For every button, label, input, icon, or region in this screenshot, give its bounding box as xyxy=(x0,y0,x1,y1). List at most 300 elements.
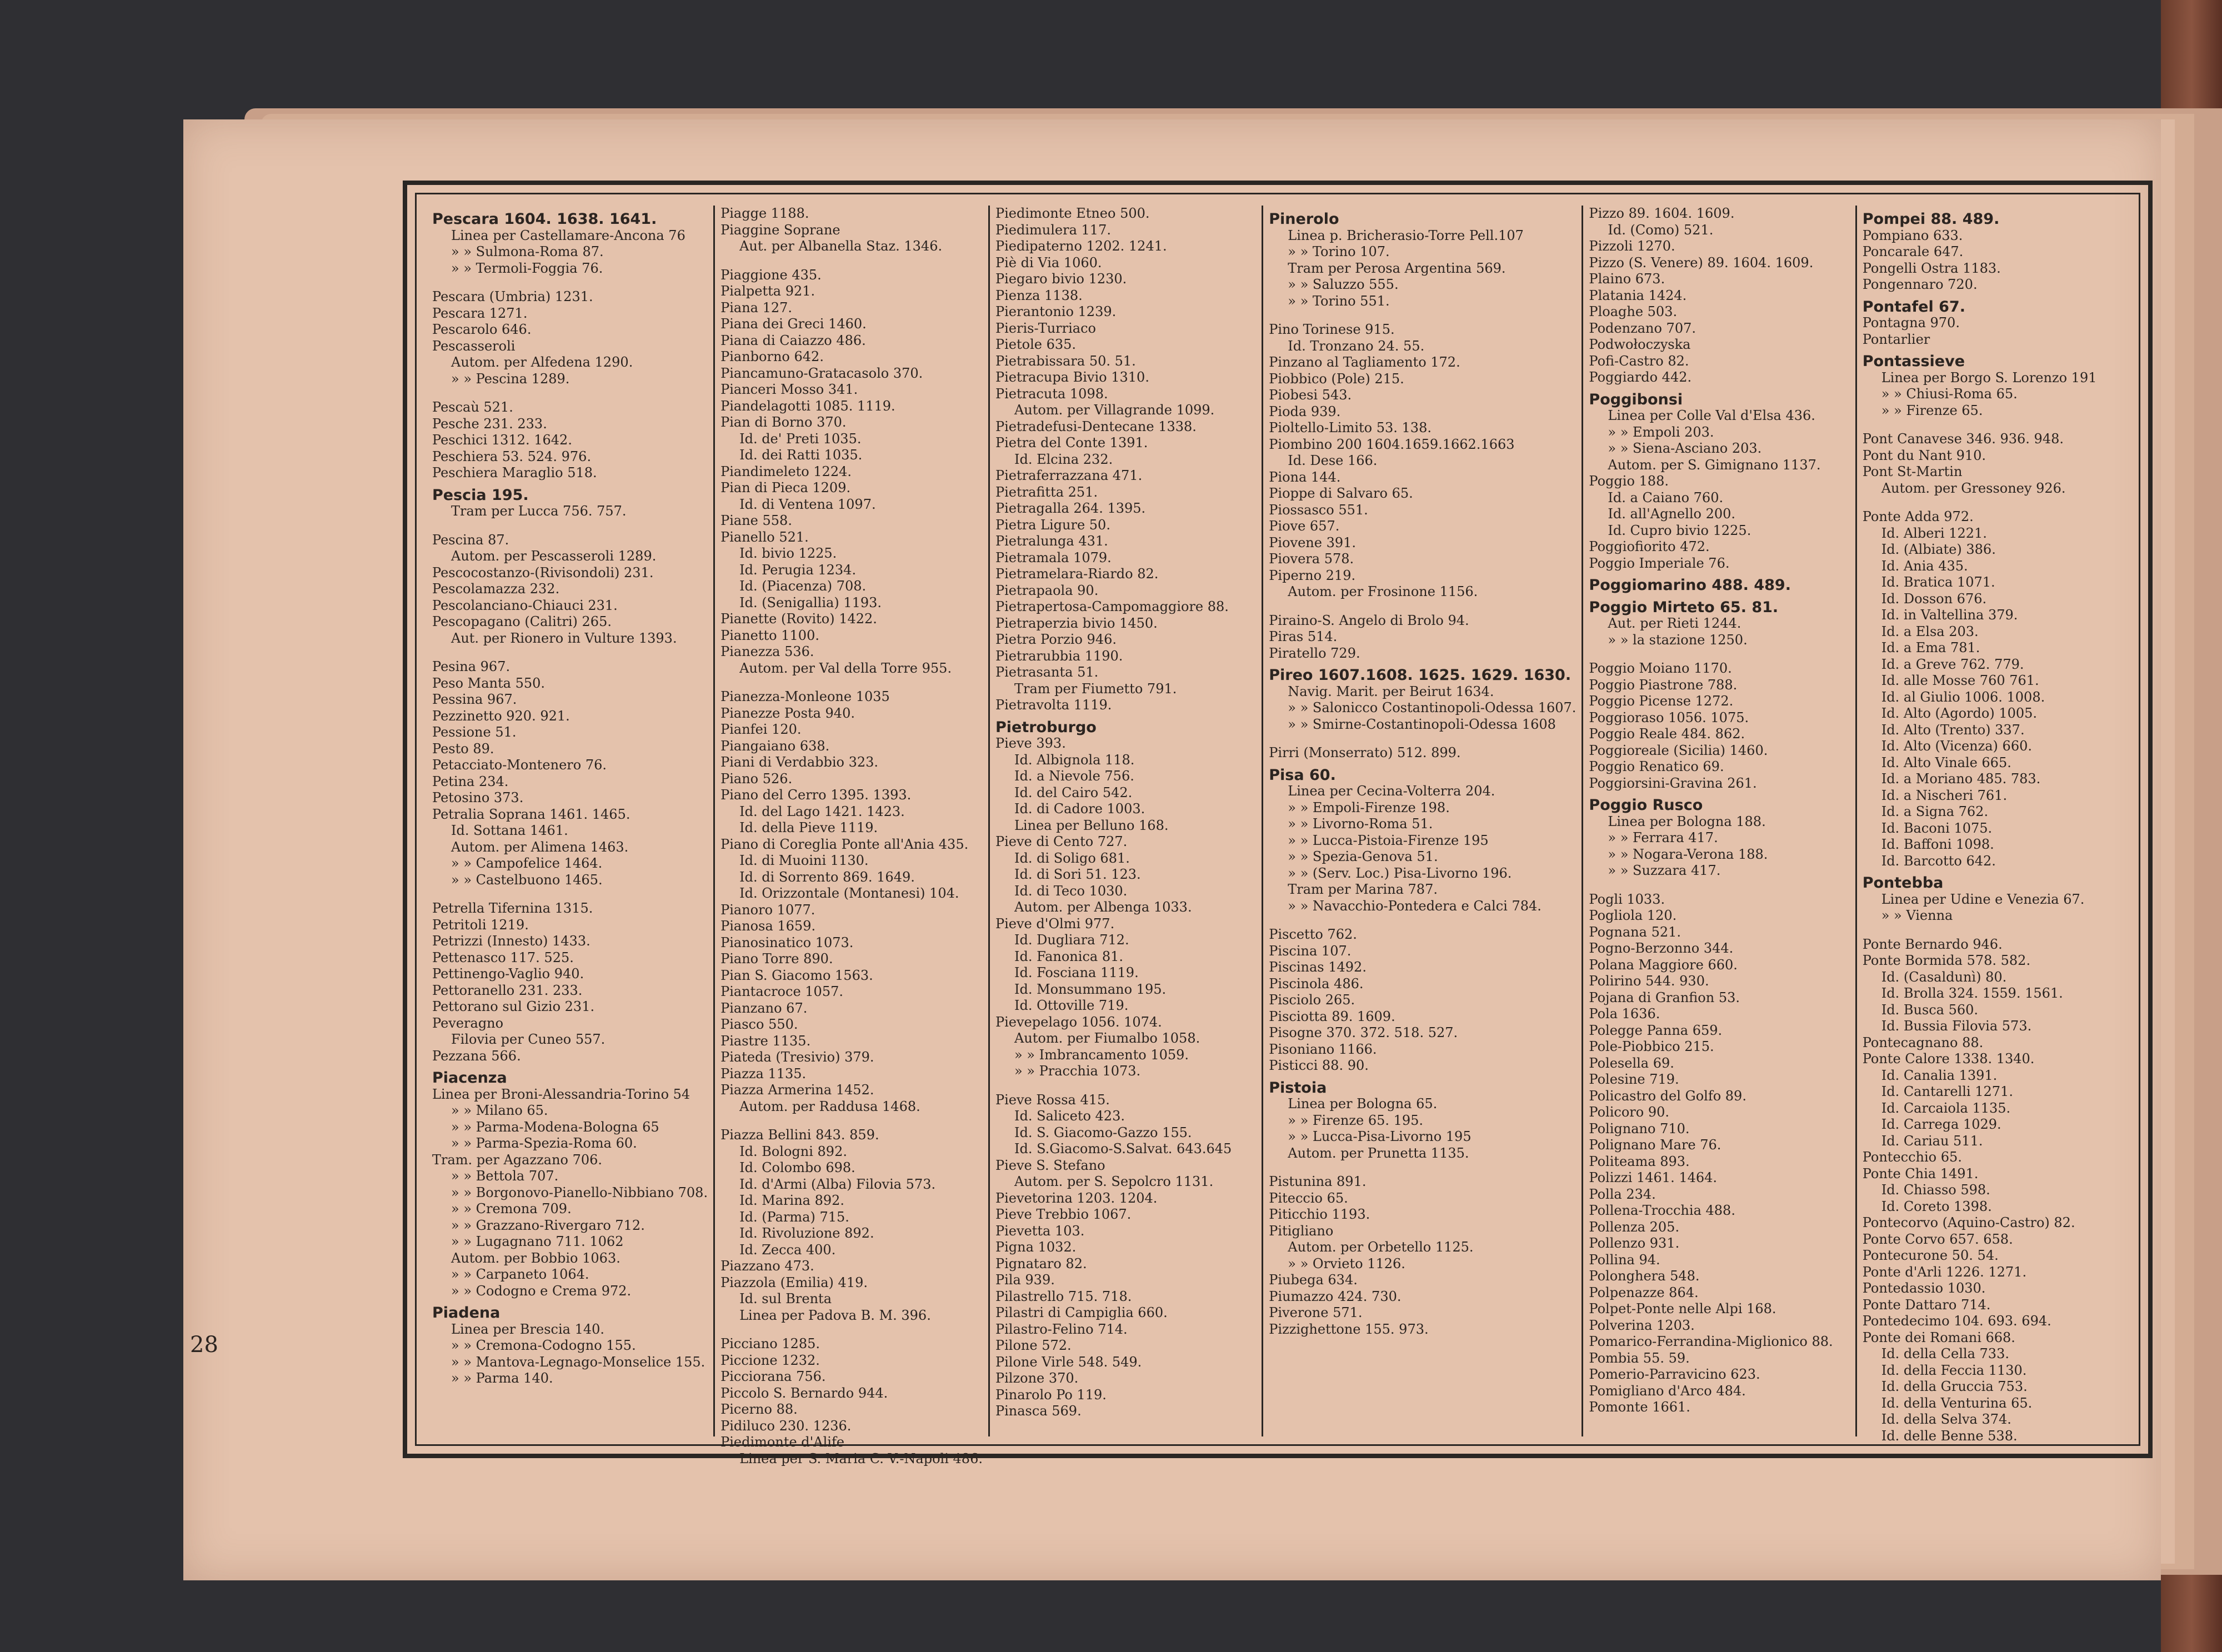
index-entry: Ponte Chia 1491. xyxy=(1862,1165,1979,1182)
index-entry: Autom. per Prunetta 1135. xyxy=(1288,1145,1469,1161)
index-entry: Polverina 1203. xyxy=(1589,1317,1695,1333)
index-entry: Ponte Calore 1338. 1340. xyxy=(1862,1051,2035,1067)
index-entry: » » Parma-Spezia-Roma 60. xyxy=(451,1135,637,1151)
index-entry: Piancamuno-Gratacasolo 370. xyxy=(720,365,923,381)
index-entry: Id. al Giulio 1006. 1008. xyxy=(1881,689,2045,705)
index-entry: Peschiera 53. 524. 976. xyxy=(432,448,592,464)
index-entry: Petosino 373. xyxy=(432,790,524,805)
index-entry: Pietrafitta 251. xyxy=(995,484,1098,500)
book-page xyxy=(183,119,2161,1580)
index-heading: Pontafel 67. xyxy=(1862,298,1965,316)
index-entry: Id. a Elsa 203. xyxy=(1881,623,1979,639)
index-entry: Ponte Bormida 578. 582. xyxy=(1862,953,2031,968)
index-entry: » » Firenze 65. xyxy=(1881,402,1983,418)
index-entry: Id. Albignola 118. xyxy=(1014,752,1135,768)
index-entry: Piandimeleto 1224. xyxy=(720,463,852,479)
index-entry: Pietraperzia bivio 1450. xyxy=(995,615,1158,631)
index-entry: Pianetto 1100. xyxy=(720,627,819,643)
index-entry: Pescara (Umbria) 1231. xyxy=(432,289,593,304)
index-entry: Pomerio-Parravicino 623. xyxy=(1589,1366,1760,1382)
index-entry: Id. Baffoni 1098. xyxy=(1881,837,1994,852)
index-entry: Piscina 107. xyxy=(1269,943,1352,959)
index-entry: Piove 657. xyxy=(1269,518,1340,534)
index-entry: Pianceri Mosso 341. xyxy=(720,382,858,397)
index-entry: Polesine 719. xyxy=(1589,1072,1679,1087)
index-entry: Pompiano 633. xyxy=(1862,227,1963,243)
index-entry: Autom. per Alimena 1463. xyxy=(451,839,629,855)
index-entry: Pilzone 370. xyxy=(995,1370,1079,1386)
index-entry: Polonghera 548. xyxy=(1589,1268,1700,1284)
index-entry: Peveragno xyxy=(432,1015,504,1031)
index-entry: Id. de' Preti 1035. xyxy=(739,430,862,447)
index-entry: Picciorana 756. xyxy=(720,1369,826,1384)
index-entry: Piratello 729. xyxy=(1269,645,1360,661)
index-entry: Pietracuta 1098. xyxy=(995,386,1108,402)
index-entry: Id. della Pieve 1119. xyxy=(739,820,878,835)
index-entry: Pomonte 1661. xyxy=(1589,1399,1690,1415)
index-entry: Pietra del Conte 1391. xyxy=(995,435,1148,450)
index-entry: Petralia Soprana 1461. 1465. xyxy=(432,806,630,822)
index-entry: Pollina 94. xyxy=(1589,1251,1660,1268)
index-entry: Pongennaro 720. xyxy=(1862,277,1978,292)
index-heading: Pompei 88. 489. xyxy=(1862,211,2000,228)
index-entry: Id. a Nievole 756. xyxy=(1014,768,1134,784)
index-entry: Pinzano al Tagliamento 172. xyxy=(1269,354,1460,370)
index-entry: Pietole 635. xyxy=(995,337,1077,352)
index-entry: Pizzo 89. 1604. 1609. xyxy=(1589,206,1735,221)
index-entry: Piateda (Tresivio) 379. xyxy=(720,1049,874,1065)
index-entry: Pietragalla 264. 1395. xyxy=(995,500,1146,516)
index-entry: Id. Fosciana 1119. xyxy=(1014,965,1139,980)
index-heading: Pescara 1604. 1638. 1641. xyxy=(432,211,657,228)
index-entry: Id. a Moriano 485. 783. xyxy=(1881,771,2041,787)
index-entry: Id. Alto (Agordo) 1005. xyxy=(1881,705,2038,721)
index-entry: Id. Cupro bivio 1225. xyxy=(1608,522,1751,538)
index-entry: Podenzano 707. xyxy=(1589,320,1696,336)
index-entry: » » Saluzzo 555. xyxy=(1288,277,1399,292)
index-entry: Pontecagnano 88. xyxy=(1862,1034,1984,1050)
index-entry: Piazza Bellini 843. 859. xyxy=(720,1127,879,1143)
index-frame xyxy=(403,181,2153,1466)
index-entry: Pizzo (S. Venere) 89. 1604. 1609. xyxy=(1589,254,1814,271)
index-entry: Pievetta 103. xyxy=(995,1223,1085,1239)
index-entry: Pian di Pieca 1209. xyxy=(720,480,851,495)
index-entry: Piastre 1135. xyxy=(720,1033,811,1049)
index-entry: Id. (Piacenza) 708. xyxy=(739,578,867,594)
index-heading: Pisa 60. xyxy=(1269,766,1336,784)
index-entry: » » Livorno-Roma 51. xyxy=(1288,816,1433,832)
index-entry: Pontecorvo (Aquino-Castro) 82. xyxy=(1862,1215,2075,1230)
index-entry: Pianzano 67. xyxy=(720,1000,808,1016)
index-entry: Polpet-Ponte nelle Alpi 168. xyxy=(1589,1301,1776,1316)
index-entry: » » Codogno e Crema 972. xyxy=(451,1283,632,1299)
index-heading: Poggio Mirteto 65. 81. xyxy=(1589,598,1779,616)
index-entry: Pezzinetto 920. 921. xyxy=(432,708,570,724)
index-entry: Piraino-S. Angelo di Brolo 94. xyxy=(1269,612,1469,628)
index-entry: Piano Torre 890. xyxy=(720,951,833,967)
index-entry: Piazza Armerina 1452. xyxy=(720,1082,874,1098)
index-entry: Pontecchio 65. xyxy=(1862,1149,1962,1165)
index-entry: Pianette (Rovito) 1422. xyxy=(720,611,877,627)
index-entry: Poggio 188. xyxy=(1589,473,1669,489)
index-entry: Autom. per S. Sepolcro 1131. xyxy=(1014,1174,1214,1189)
index-entry: Pirri (Monserrato) 512. 899. xyxy=(1269,745,1461,760)
index-entry: Pombia 55. 59. xyxy=(1589,1350,1690,1366)
index-entry: Id. bivio 1225. xyxy=(739,545,837,561)
index-entry: Pietrapertosa-Campomaggiore 88. xyxy=(995,599,1229,614)
index-entry: Id. delle Benne 538. xyxy=(1881,1428,2018,1444)
index-entry: Piaggione 435. xyxy=(720,267,822,283)
index-entry: Ponte Dattaro 714. xyxy=(1862,1296,1991,1313)
index-entry: Id. dei Ratti 1035. xyxy=(739,447,863,463)
index-entry: Autom. per S. Gimignano 1137. xyxy=(1608,457,1821,473)
index-entry: Piana dei Greci 1460. xyxy=(720,316,867,332)
index-entry: Pomigliano d'Arco 484. xyxy=(1589,1383,1746,1399)
index-entry: Pontedecimo 104. 693. 694. xyxy=(1862,1313,2051,1329)
index-entry: » » Orvieto 1126. xyxy=(1288,1255,1405,1271)
index-entry: Pietralunga 431. xyxy=(995,533,1108,549)
index-entry: Linea per Bologna 65. xyxy=(1288,1096,1438,1112)
index-entry: Autom. per Frosinone 1156. xyxy=(1288,584,1478,599)
index-entry: Polignano Mare 76. xyxy=(1589,1137,1721,1153)
index-entry: Autom. per Raddusa 1468. xyxy=(739,1098,920,1114)
index-entry: Tram per Lucca 756. 757. xyxy=(451,503,627,519)
index-entry: » » Empoli-Firenze 198. xyxy=(1288,799,1450,815)
index-entry: Aut. per Albanella Staz. 1346. xyxy=(739,238,943,254)
index-entry: » » Smirne-Costantinopoli-Odessa 1608 xyxy=(1288,716,1556,732)
index-entry: Piombino 200 1604.1659.1662.1663 xyxy=(1269,436,1515,452)
index-entry: Pescara 1271. xyxy=(432,305,528,321)
index-entry: » » Pescina 1289. xyxy=(451,371,570,387)
index-entry: Pieve S. Stefano xyxy=(995,1157,1105,1173)
index-entry: Pontarlier xyxy=(1862,331,1930,347)
index-entry: Pisogne 370. 372. 518. 527. xyxy=(1269,1025,1458,1040)
index-entry: Pollenzo 931. xyxy=(1589,1235,1680,1251)
index-entry: » » Lucca-Pistoia-Firenze 195 xyxy=(1288,832,1489,848)
index-entry: » » Campofelice 1464. xyxy=(451,855,603,871)
index-entry: Id. Ania 435. xyxy=(1881,558,1968,574)
index-column-3 xyxy=(988,206,1262,1436)
index-entry: Pont du Nant 910. xyxy=(1862,447,1986,463)
index-entry: Pofi-Castro 82. xyxy=(1589,353,1689,369)
index-entry: Id. Tronzano 24. 55. xyxy=(1288,338,1425,354)
index-entry: Id. di Teco 1030. xyxy=(1014,883,1128,899)
index-entry: Poggiardo 442. xyxy=(1589,369,1692,385)
index-column-1 xyxy=(427,206,713,1436)
index-column-5 xyxy=(1582,206,1855,1436)
index-entry: » » Sulmona-Roma 87. xyxy=(451,244,604,259)
index-entry: Piano del Cerro 1395. 1393. xyxy=(720,787,912,803)
index-entry: » » Parma-Modena-Bologna 65 xyxy=(451,1119,659,1135)
index-entry: » » Termoli-Foggia 76. xyxy=(451,260,603,276)
index-entry: Piedimonte Etneo 500. xyxy=(995,206,1150,221)
index-entry: Pino Torinese 915. xyxy=(1269,322,1395,337)
index-entry: Pettorano sul Gizio 231. xyxy=(432,999,595,1014)
index-entry: Id. Baconi 1075. xyxy=(1881,820,1993,836)
index-entry: Id. Bussia Filovia 573. xyxy=(1881,1018,2032,1034)
index-entry: Pieve Rossa 415. xyxy=(995,1092,1110,1108)
index-entry: » » Salonicco Costantinopoli-Odessa 1607. xyxy=(1288,700,1577,715)
index-entry: Id. del Cairo 542. xyxy=(1014,784,1133,800)
index-heading: Pistoia xyxy=(1269,1079,1327,1097)
index-entry: Ponte d'Arli 1226. 1271. xyxy=(1862,1264,2027,1280)
index-entry: Pomarico-Ferrandina-Miglionico 88. xyxy=(1589,1334,1833,1349)
index-entry: Id. di Soligo 681. xyxy=(1014,850,1130,866)
index-entry: Aut. per Rionero in Vulture 1393. xyxy=(451,630,677,646)
index-entry: Polpenazze 864. xyxy=(1589,1284,1699,1300)
index-entry: Aut. per Rieti 1244. xyxy=(1608,615,1741,631)
index-entry: Piedimulera 117. xyxy=(995,222,1111,238)
index-entry: Pinasca 569. xyxy=(995,1403,1082,1419)
index-entry: Id. Dugliara 712. xyxy=(1014,932,1129,948)
index-heading: Pinerolo xyxy=(1269,211,1339,228)
index-entry: Id. Brolla 324. 1559. 1561. xyxy=(1881,985,2063,1001)
index-entry: Id. di Sori 51. 123. xyxy=(1014,867,1141,882)
index-entry: Pongelli Ostra 1183. xyxy=(1862,260,2001,276)
index-entry: Piagge 1188. xyxy=(720,206,809,221)
index-entry: Poggiorsini-Gravina 261. xyxy=(1589,775,1757,791)
index-entry: Id. della Cella 733. xyxy=(1881,1346,2009,1361)
index-entry: Id. Dese 166. xyxy=(1288,453,1378,468)
index-entry: Id. Canalia 1391. xyxy=(1881,1067,1998,1083)
index-entry: Pianello 521. xyxy=(720,529,809,545)
index-entry: Id. Cantarelli 1271. xyxy=(1881,1084,2013,1099)
index-entry: Pian S. Giacomo 1563. xyxy=(720,967,873,983)
index-entry: Id. Bologni 892. xyxy=(739,1143,847,1159)
index-entry: Pogli 1033. xyxy=(1589,891,1665,907)
index-entry: Poggio Imperiale 76. xyxy=(1589,555,1730,571)
index-entry: » » Ferrara 417. xyxy=(1608,830,1718,845)
index-entry: Id. S.Giacomo-S.Salvat. 643.645 xyxy=(1014,1141,1232,1157)
index-entry: Id. Saliceto 423. xyxy=(1014,1108,1125,1124)
index-entry: Filovia per Cuneo 557. xyxy=(451,1032,605,1047)
index-entry: » » Carpaneto 1064. xyxy=(451,1266,589,1282)
index-entry: Pigna 1032. xyxy=(995,1239,1077,1255)
index-heading: Pietroburgo xyxy=(995,718,1097,736)
index-entry: Piscinola 486. xyxy=(1269,975,1364,992)
index-entry: Pont Canavese 346. 936. 948. xyxy=(1862,431,2064,447)
index-entry: Pietravolta 1119. xyxy=(995,697,1112,713)
index-entry: Pisciotta 89. 1609. xyxy=(1269,1008,1395,1024)
index-entry: Pisticci 88. 90. xyxy=(1269,1058,1369,1073)
index-entry: Polana Maggiore 660. xyxy=(1589,957,1738,973)
index-entry: Id. a Nischeri 761. xyxy=(1881,787,2008,803)
index-heading: Piadena xyxy=(432,1304,501,1321)
index-entry: » » Castelbuono 1465. xyxy=(451,872,603,888)
index-entry: Pettoranello 231. 233. xyxy=(432,982,583,998)
page-number: 28 xyxy=(190,1332,218,1358)
index-entry: Id. Colombo 698. xyxy=(739,1160,855,1175)
index-entry: Navig. Marit. per Beirut 1634. xyxy=(1288,683,1494,699)
index-entry: Pole-Piobbico 215. xyxy=(1589,1039,1714,1054)
index-entry: Ponte Corvo 657. 658. xyxy=(1862,1231,2013,1247)
index-entry: Id. Barcotto 642. xyxy=(1881,853,1996,869)
index-entry: Id. Marina 892. xyxy=(739,1193,845,1208)
index-entry: Id. di Sorrento 869. 1649. xyxy=(739,869,915,885)
index-heading: Pontassieve xyxy=(1862,353,1965,370)
index-entry: Petritoli 1219. xyxy=(432,917,529,933)
index-entry: Piazzano 473. xyxy=(720,1258,814,1274)
index-entry: Piazza 1135. xyxy=(720,1065,807,1082)
index-entry: Pinarolo Po 119. xyxy=(995,1386,1107,1403)
index-entry: Id. S. Giacomo-Gazzo 155. xyxy=(1014,1124,1192,1140)
index-entry: » » Cremona-Codogno 155. xyxy=(451,1338,636,1353)
index-entry: Pescina 87. xyxy=(432,532,509,548)
index-entry: Polegge Panna 659. xyxy=(1589,1022,1723,1038)
index-entry: Id. Alberi 1221. xyxy=(1881,525,1987,541)
index-entry: Pian di Borno 370. xyxy=(720,414,847,430)
index-entry: Id. all'Agnello 200. xyxy=(1608,506,1736,522)
index-entry: Id. Bratica 1071. xyxy=(1881,574,1995,590)
index-entry: Pesche 231. 233. xyxy=(432,415,547,432)
index-entry: Piras 514. xyxy=(1269,629,1338,644)
index-entry: Pilastrello 715. 718. xyxy=(995,1288,1132,1304)
index-entry: Pogno-Berzonno 344. xyxy=(1589,940,1734,956)
index-entry: Autom. per Val della Torre 955. xyxy=(739,660,952,676)
index-entry: Podwołoczyska xyxy=(1589,337,1691,352)
index-entry: Polla 234. xyxy=(1589,1186,1656,1202)
index-entry: Pianosa 1659. xyxy=(720,918,816,934)
index-entry: Pietrapaola 90. xyxy=(995,582,1099,598)
index-entry: Piossasco 551. xyxy=(1269,502,1368,518)
index-entry: » » Parma 140. xyxy=(451,1370,553,1386)
index-entry: Id. Ottoville 719. xyxy=(1014,998,1129,1013)
index-entry: Petacciato-Montenero 76. xyxy=(432,757,607,773)
index-entry: Pontagna 970. xyxy=(1862,315,1960,331)
index-entry: Poggioreale (Sicilia) 1460. xyxy=(1589,742,1768,758)
index-entry: Id. Carrega 1029. xyxy=(1881,1117,2001,1132)
index-heading: Piacenza xyxy=(432,1069,507,1087)
index-heading: Pontebba xyxy=(1862,874,1944,892)
index-entry: Id. della Venturina 65. xyxy=(1881,1395,2033,1411)
index-entry: » » Mantova-Legnago-Monselice 155. xyxy=(451,1354,705,1370)
index-entry: Id. Zecca 400. xyxy=(739,1241,836,1258)
index-entry: » » Firenze 65. 195. xyxy=(1288,1112,1424,1128)
index-entry: Id. Alto (Vicenza) 660. xyxy=(1881,738,2032,754)
index-entry: Id. Monsummano 195. xyxy=(1014,981,1167,997)
index-entry: Policastro del Golfo 89. xyxy=(1589,1088,1746,1104)
index-entry: Piubega 634. xyxy=(1269,1272,1358,1288)
index-entry: Pievepelago 1056. 1074. xyxy=(995,1014,1162,1030)
index-entry: Pietradefusi-Dentecane 1338. xyxy=(995,418,1197,434)
index-entry: Petina 234. xyxy=(432,773,509,789)
index-entry: Autom. per Pescasseroli 1289. xyxy=(451,548,657,564)
index-entry: Pola 1636. xyxy=(1589,1006,1660,1022)
index-entry: Peschiera Maraglio 518. xyxy=(432,465,597,480)
index-entry: Pietramala 1079. xyxy=(995,549,1112,565)
index-entry: Piane 558. xyxy=(720,513,792,528)
index-entry: Poggioraso 1056. 1075. xyxy=(1589,709,1749,725)
index-entry: Piano 526. xyxy=(720,770,793,787)
index-entry: Piona 144. xyxy=(1269,469,1341,485)
index-entry: Id. (Casaldunì) 80. xyxy=(1881,969,2007,985)
index-entry: Pietra Ligure 50. xyxy=(995,517,1110,533)
index-heading: Poggibonsi xyxy=(1589,391,1683,408)
index-entry: Piana 127. xyxy=(720,299,793,316)
index-entry: » » Chiusi-Roma 65. xyxy=(1881,386,2018,402)
index-entry: Poggiofiorito 472. xyxy=(1589,539,1710,554)
index-entry: Pilastro-Felino 714. xyxy=(995,1321,1128,1337)
index-entry: Pioppe di Salvaro 65. xyxy=(1269,485,1413,501)
index-entry: » » Suzzara 417. xyxy=(1608,863,1721,878)
index-entry: Pizzighettone 155. 973. xyxy=(1269,1321,1429,1337)
index-entry: Id. a Ema 781. xyxy=(1881,640,1980,655)
index-entry: Picerno 88. xyxy=(720,1401,798,1417)
index-entry: Pidiluco 230. 1236. xyxy=(720,1418,852,1434)
index-entry: Linea per Belluno 168. xyxy=(1014,817,1169,833)
index-entry: Pieve d'Olmi 977. xyxy=(995,915,1115,932)
index-entry: » » Torino 107. xyxy=(1288,244,1390,259)
index-entry: Pescarolo 646. xyxy=(432,322,532,337)
index-entry: Pietracupa Bivio 1310. xyxy=(995,369,1149,385)
index-entry: Id. Rivoluzione 892. xyxy=(739,1225,874,1241)
index-heading: Pescia 195. xyxy=(432,486,529,504)
index-entry: Polirino 544. 930. xyxy=(1589,973,1709,989)
index-entry: Piccione 1232. xyxy=(720,1352,820,1368)
index-entry: Id. Coreto 1398. xyxy=(1881,1198,1992,1214)
index-entry: Pitigliano xyxy=(1269,1223,1334,1239)
index-entry: Politeama 893. xyxy=(1589,1153,1690,1169)
index-entry: » » Lucca-Pisa-Livorno 195 xyxy=(1288,1129,1472,1144)
index-entry: Piperno 219. xyxy=(1269,567,1356,583)
index-column-2 xyxy=(713,206,988,1466)
index-entry: Piasco 550. xyxy=(720,1017,798,1032)
index-entry: Pesto 89. xyxy=(432,740,494,757)
index-entry: Piani di Verdabbio 323. xyxy=(720,754,879,770)
index-entry: Petrella Tifernina 1315. xyxy=(432,900,593,916)
index-entry: Id. della Selva 374. xyxy=(1881,1411,2011,1427)
index-entry: Id. Cariau 511. xyxy=(1881,1133,1983,1149)
index-entry: Pietrasanta 51. xyxy=(995,664,1099,680)
index-entry: Piano di Coreglia Ponte all'Ania 435. xyxy=(720,836,969,852)
index-entry: Autom. per Gressoney 926. xyxy=(1881,480,2066,496)
index-entry: Autom. per Orbetello 1125. xyxy=(1288,1239,1474,1255)
index-entry: Linea per Udine e Venezia 67. xyxy=(1881,891,2085,907)
index-entry: » » Empoli 203. xyxy=(1608,424,1714,440)
index-entry: Pezzana 566. xyxy=(432,1048,521,1064)
index-entry: Piccolo S. Bernardo 944. xyxy=(720,1385,888,1401)
index-entry: Pievetorina 1203. 1204. xyxy=(995,1190,1158,1206)
index-entry: Piegaro bivio 1230. xyxy=(995,271,1127,287)
index-entry: Pianoro 1077. xyxy=(720,902,815,918)
index-entry: Pessina 967. xyxy=(432,692,517,707)
index-entry: Linea per S. Maria C. V.-Napoli 486. xyxy=(739,1450,983,1466)
index-entry: Id. a Greve 762. 779. xyxy=(1881,656,2024,672)
index-entry: » » Bettola 707. xyxy=(451,1168,559,1184)
index-entry: » » Grazzano-Rivergaro 712. xyxy=(451,1217,645,1233)
index-entry: Piovene 391. xyxy=(1269,534,1357,550)
index-entry: Id. della Feccia 1130. xyxy=(1881,1362,2027,1378)
index-entry: Tram. per Agazzano 706. xyxy=(432,1152,603,1168)
index-entry: Pescaù 521. xyxy=(432,399,513,415)
index-entry: Pieris-Turriaco xyxy=(995,320,1096,336)
index-entry: Pisoniano 1166. xyxy=(1269,1041,1377,1057)
index-entry: Id. Elcina 232. xyxy=(1014,451,1113,467)
index-entry: Id. Orizzontale (Montanesi) 104. xyxy=(739,885,959,901)
index-entry: » » Lugagnano 711. 1062 xyxy=(451,1234,624,1249)
index-entry: Piscinas 1492. xyxy=(1269,959,1367,975)
index-entry: Pioda 939. xyxy=(1269,403,1341,419)
index-entry: Id. Alto (Trento) 337. xyxy=(1881,722,2025,738)
index-entry: Id. Fanonica 81. xyxy=(1014,948,1123,964)
index-entry: Pistunina 891. xyxy=(1269,1174,1367,1189)
index-entry: » » Imbrancamento 1059. xyxy=(1014,1047,1189,1063)
index-entry: Poggio Piastrone 788. xyxy=(1589,677,1738,693)
index-entry: » » Borgonovo-Pianello-Nibbiano 708. xyxy=(451,1184,708,1200)
index-entry: Pieve di Cento 727. xyxy=(995,834,1128,849)
index-entry: Id. Dosson 676. xyxy=(1881,590,1987,607)
index-entry: Linea per Bologna 188. xyxy=(1608,813,1766,829)
